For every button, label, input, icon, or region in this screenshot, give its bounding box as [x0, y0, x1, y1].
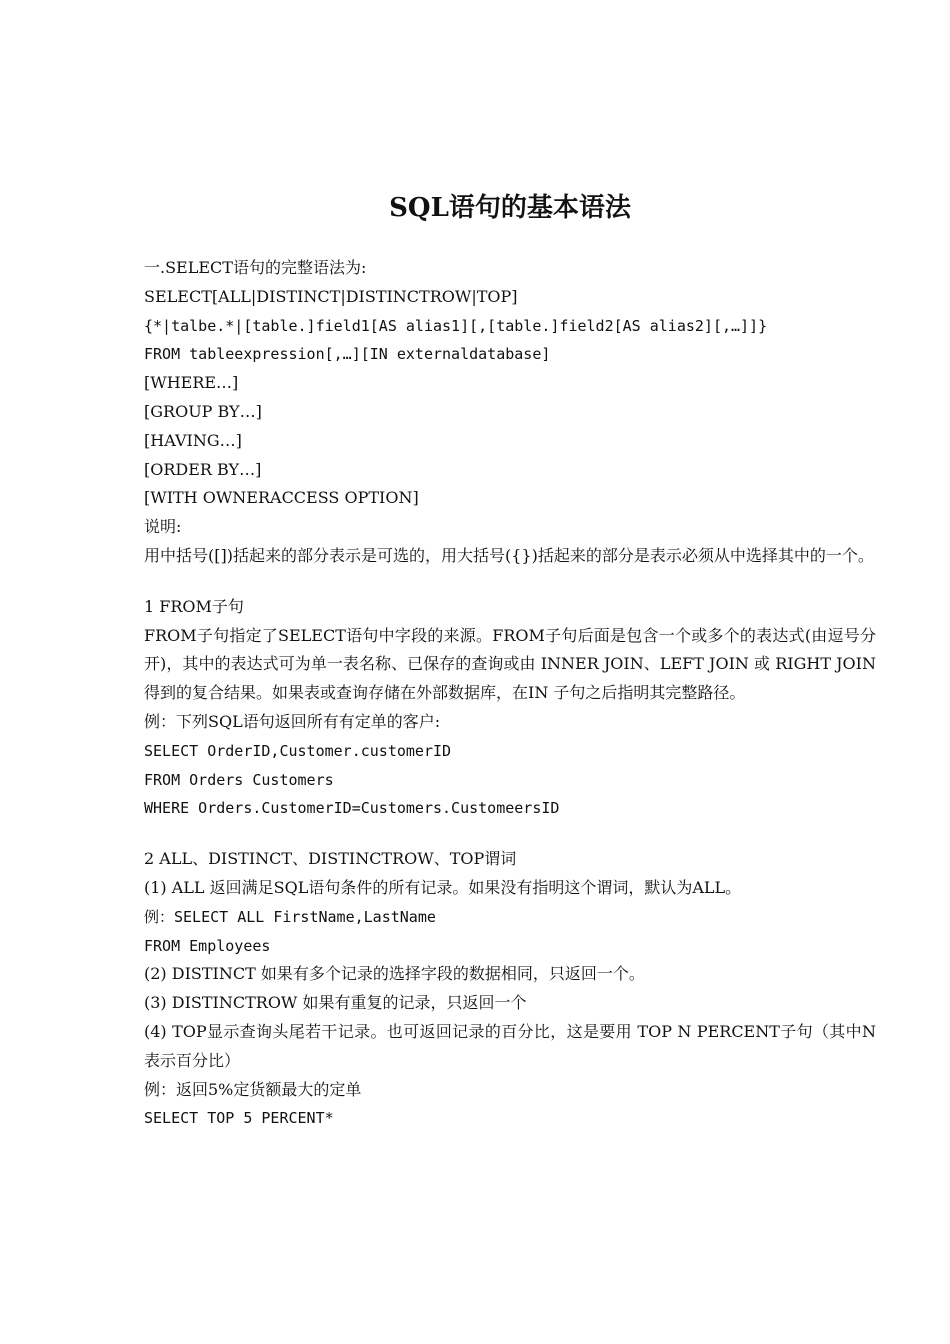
syntax-line: [ORDER BY…]: [144, 459, 262, 479]
syntax-line: [WITH OWNERACCESS OPTION]: [144, 488, 419, 508]
note-paragraph: 用中括号([])括起来的部分表示是可选的，用大括号({})括起来的部分是表示必须从中选择其中的一个。: [144, 545, 874, 565]
syntax-line: FROM tableexpression[,…][IN externaldatabase]: [144, 345, 551, 364]
section-heading-from-clause: 1 FROM子句: [144, 596, 244, 616]
section-heading-predicates: 2 ALL、DISTINCT、DISTINCTROW、TOP谓词: [144, 849, 517, 869]
code-line: SELECT TOP 5 PERCENT*: [144, 1109, 334, 1128]
syntax-line: {*|talbe.*|[table.]field1[AS alias1][,[table.]field2[AS alias2][,…]]}: [144, 316, 768, 335]
code-line: WHERE Orders.CustomerID=Customers.CustomeersID: [144, 799, 560, 818]
example-label: 例：返回5%定货额最大的定单: [144, 1079, 362, 1099]
syntax-line: [GROUP BY…]: [144, 401, 262, 421]
section-heading-select-syntax: 一.SELECT语句的完整语法为:: [144, 258, 367, 277]
document-title: SQL语句的基本语法: [389, 193, 631, 223]
code-line: SELECT OrderID,Customer.customerID: [144, 741, 452, 760]
predicate-item-top: (4) TOP显示查询头尾若干记录。也可返回记录的百分比，这是要用 TOP N PERCENT子句（其中N 表示百分比）: [144, 1021, 876, 1070]
example-code-line: 例：SELECT ALL FirstName,LastName: [144, 907, 436, 926]
example-label: 例：下列SQL语句返回所有有定单的客户:: [144, 711, 441, 731]
document-body: [144, 254, 876, 1133]
example-code-line: FROM Employees: [144, 936, 271, 955]
syntax-line: [WHERE…]: [144, 373, 239, 393]
syntax-line: SELECT[ALL|DISTINCT|DISTINCTROW|TOP]: [144, 286, 518, 306]
predicate-item-distinctrow: (3) DISTINCTROW 如果有重复的记录，只返回一个: [144, 993, 527, 1013]
predicate-item-all: (1) ALL 返回满足SQL语句条件的所有记录。如果没有指明这个谓词，默认为ALL。: [144, 877, 742, 897]
note-label: 说明:: [144, 517, 182, 537]
code-line: FROM Orders Customers: [144, 770, 334, 789]
syntax-line: [HAVING…]: [144, 430, 242, 450]
from-clause-paragraph: FROM子句指定了SELECT语句中字段的来源。FROM子句后面是包含一个或多个的表达式(由逗号分开)，其中的表达式可为单一表名称、已保存的查询或由 INNER JOIN、LEFT JOIN 或 RIGHT JOIN 得到的复合结果。如果表或查询存储在外部数据库，在IN 子句之后指明其完整路径。: [144, 625, 876, 703]
paragraph-gap: [144, 571, 876, 593]
predicate-item-distinct: (2) DISTINCT 如果有多个记录的选择字段的数据相同，只返回一个。: [144, 964, 645, 984]
paragraph-gap: [144, 823, 876, 845]
